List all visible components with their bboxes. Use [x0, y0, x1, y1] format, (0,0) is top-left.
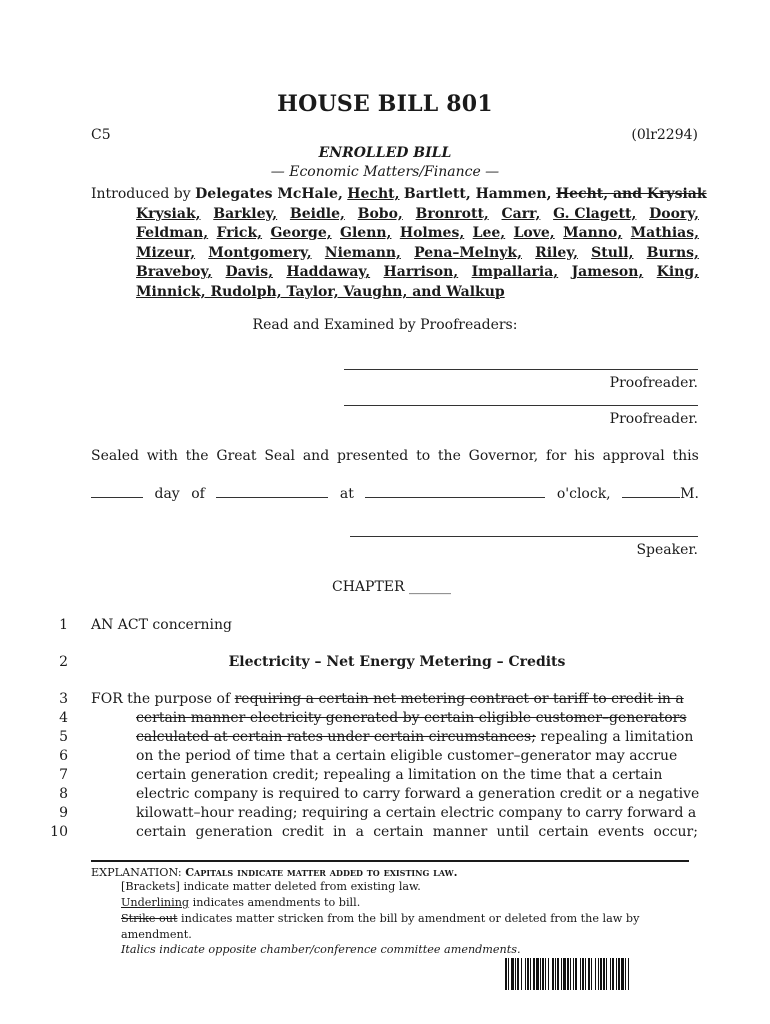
- explanation-label: EXPLANATION:: [91, 866, 182, 879]
- at-label: at: [339, 486, 354, 502]
- line-number: 2: [59, 654, 68, 670]
- sponsor-names: Bartlett, Hammen,: [403, 186, 552, 202]
- sponsors-row: Mizeur, Montgomery, Niemann, Pena–Melnyk, Riley, Stull, Burns,: [136, 244, 699, 261]
- barcode-bar: [540, 958, 541, 990]
- barcode-bar: [606, 958, 607, 990]
- barcode-bar: [567, 958, 569, 990]
- file-number: (0lr2294): [631, 127, 698, 143]
- barcode-bar: [600, 958, 602, 990]
- oclock-label: o'clock,: [556, 486, 611, 502]
- bill-subject: Electricity – Net Energy Metering – Credits: [228, 654, 566, 670]
- barcode-bar: [545, 958, 546, 990]
- barcode-bar: [511, 958, 514, 990]
- barcode-bar: [505, 958, 507, 990]
- introduced-by-label: Introduced by: [91, 186, 191, 202]
- explanation-strike-continued: amendment.: [121, 928, 192, 941]
- purpose-line: electric company is required to carry forward a generation credit or a negative: [136, 786, 700, 802]
- barcode-bar: [580, 958, 581, 990]
- proofreaders-heading: Read and Examined by Proofreaders:: [252, 317, 518, 333]
- barcode-bar: [618, 958, 620, 990]
- line-number: 8: [59, 786, 68, 802]
- explanation-italics: Italics indicate opposite chamber/conference committee amendments.: [121, 943, 521, 956]
- barcode-bar: [530, 958, 531, 990]
- barcode-bar: [628, 958, 629, 990]
- struck-text: requiring a certain net metering contract or tariff to credit in a: [234, 691, 684, 707]
- chapter-label: CHAPTER ______: [332, 579, 451, 595]
- sponsors-first-line: [91, 185, 707, 205]
- day-label: day: [154, 486, 180, 502]
- line-number: 6: [59, 748, 68, 764]
- barcode-bar: [563, 958, 566, 990]
- purpose-line: on the period of time that a certain eligible customer–generator may accrue: [136, 748, 678, 764]
- explanation-heading: [91, 865, 458, 879]
- committee-label: — Economic Matters/Finance —: [270, 164, 500, 180]
- barcode-bar: [555, 958, 556, 990]
- barcode-bar: [588, 958, 590, 990]
- barcode-bar: [621, 958, 624, 990]
- barcode-bar: [603, 958, 605, 990]
- proofreader-label: Proofreader.: [609, 375, 698, 391]
- line-number: 5: [59, 729, 68, 745]
- time-blank: [365, 485, 545, 498]
- enrolled-label: ENROLLED BILL: [318, 145, 452, 161]
- explanation-strike: Strike out indicates matter stricken from the bill by amendment or deleted from the law by: [121, 912, 640, 925]
- act-concerning: AN ACT concerning: [91, 617, 232, 633]
- of-label: of: [191, 486, 205, 502]
- barcode-bar: [533, 958, 535, 990]
- day-blank: [91, 485, 143, 498]
- barcode-bar: [517, 958, 519, 990]
- barcode-bar: [527, 958, 529, 990]
- barcode-bar: [595, 958, 596, 990]
- speaker-signature-line: [350, 536, 698, 537]
- bill-title: HOUSE BILL 801: [277, 91, 493, 117]
- line-number: 4: [59, 710, 68, 726]
- barcode-bar: [521, 958, 522, 990]
- sealed-statement: Sealed with the Great Seal and presented to the Governor, for his approval this: [91, 448, 699, 464]
- barcode-bar: [557, 958, 559, 990]
- meridiem-label: M.: [680, 486, 699, 502]
- purpose-line: calculated at certain rates under certain circumstances; repealing a limitation: [136, 729, 694, 745]
- footer-rule: [91, 860, 689, 862]
- barcode-bar: [625, 958, 626, 990]
- barcode-bar: [536, 958, 539, 990]
- sponsors-row: Krysiak, Barkley, Beidle, Bobo, Bronrott, Carr, G. Clagett, Doory,: [136, 205, 699, 222]
- struck-text: calculated at certain rates under certain circumstances;: [136, 729, 536, 745]
- proofreader-label: Proofreader.: [609, 411, 698, 427]
- purpose-line: FOR the purpose of requiring a certain net metering contract or tariff to credit in a: [91, 691, 684, 707]
- barcode-bar: [616, 958, 617, 990]
- purpose-line: certain generation credit in a certain manner until certain events occur;: [136, 824, 698, 840]
- sponsor-delegates: Delegates McHale,: [195, 186, 343, 202]
- explanation-brackets: [Brackets] indicate matter deleted from existing law.: [121, 880, 421, 893]
- barcode-bar: [585, 958, 586, 990]
- sponsors-row: Braveboy, Davis, Haddaway, Harrison, Impallaria, Jameson, King,: [136, 264, 699, 281]
- sponsors-block: [91, 185, 707, 303]
- speaker-label: Speaker.: [636, 542, 698, 558]
- sponsors-last-row: Minnick, Rudolph, Taylor, Vaughn, and Walkup: [136, 283, 505, 300]
- barcode-image: [505, 958, 691, 990]
- barcode-bar: [591, 958, 592, 990]
- barcode-bar: [582, 958, 584, 990]
- barcode-bar: [542, 958, 544, 990]
- barcode-bar: [612, 958, 614, 990]
- explanation-underlining: Underlining indicates amendments to bill.: [121, 896, 361, 909]
- barcode-bar: [573, 958, 574, 990]
- barcode-bar: [570, 958, 571, 990]
- sponsors-row: Feldman, Frick, George, Glenn, Holmes, Lee, Love, Manno, Mathias,: [136, 225, 699, 242]
- line-number: 1: [59, 617, 68, 633]
- barcode-bar: [552, 958, 554, 990]
- barcode-bar: [508, 958, 509, 990]
- date-blanks-row: [91, 485, 699, 502]
- barcode-bar: [525, 958, 526, 990]
- explanation-capitals: Capitals indicate matter added to existing law.: [185, 865, 458, 879]
- proofreader-signature-line: [344, 369, 698, 370]
- barcode-bar: [548, 958, 549, 990]
- sponsor-struck: Hecht, and Krysiak: [555, 186, 707, 202]
- barcode-bar: [610, 958, 611, 990]
- line-number: 10: [50, 824, 68, 840]
- proofreader-signature-line: [344, 405, 698, 406]
- barcode-bar: [561, 958, 562, 990]
- purpose-line: kilowatt–hour reading; requiring a certain electric company to carry forward a: [136, 805, 697, 821]
- purpose-line: certain generation credit; repealing a limitation on the time that a certain: [136, 767, 663, 783]
- line-number: 9: [59, 805, 68, 821]
- subject-code: C5: [91, 127, 111, 143]
- month-blank: [216, 485, 328, 498]
- line-number: 7: [59, 767, 68, 783]
- line-number: 3: [59, 691, 68, 707]
- meridiem-blank: [622, 485, 680, 498]
- sponsor-added: Hecht,: [347, 186, 400, 202]
- struck-text: certain manner electricity generated by certain eligible customer–generators: [136, 710, 687, 726]
- barcode-bar: [515, 958, 516, 990]
- barcode-bar: [575, 958, 577, 990]
- barcode-bar: [598, 958, 599, 990]
